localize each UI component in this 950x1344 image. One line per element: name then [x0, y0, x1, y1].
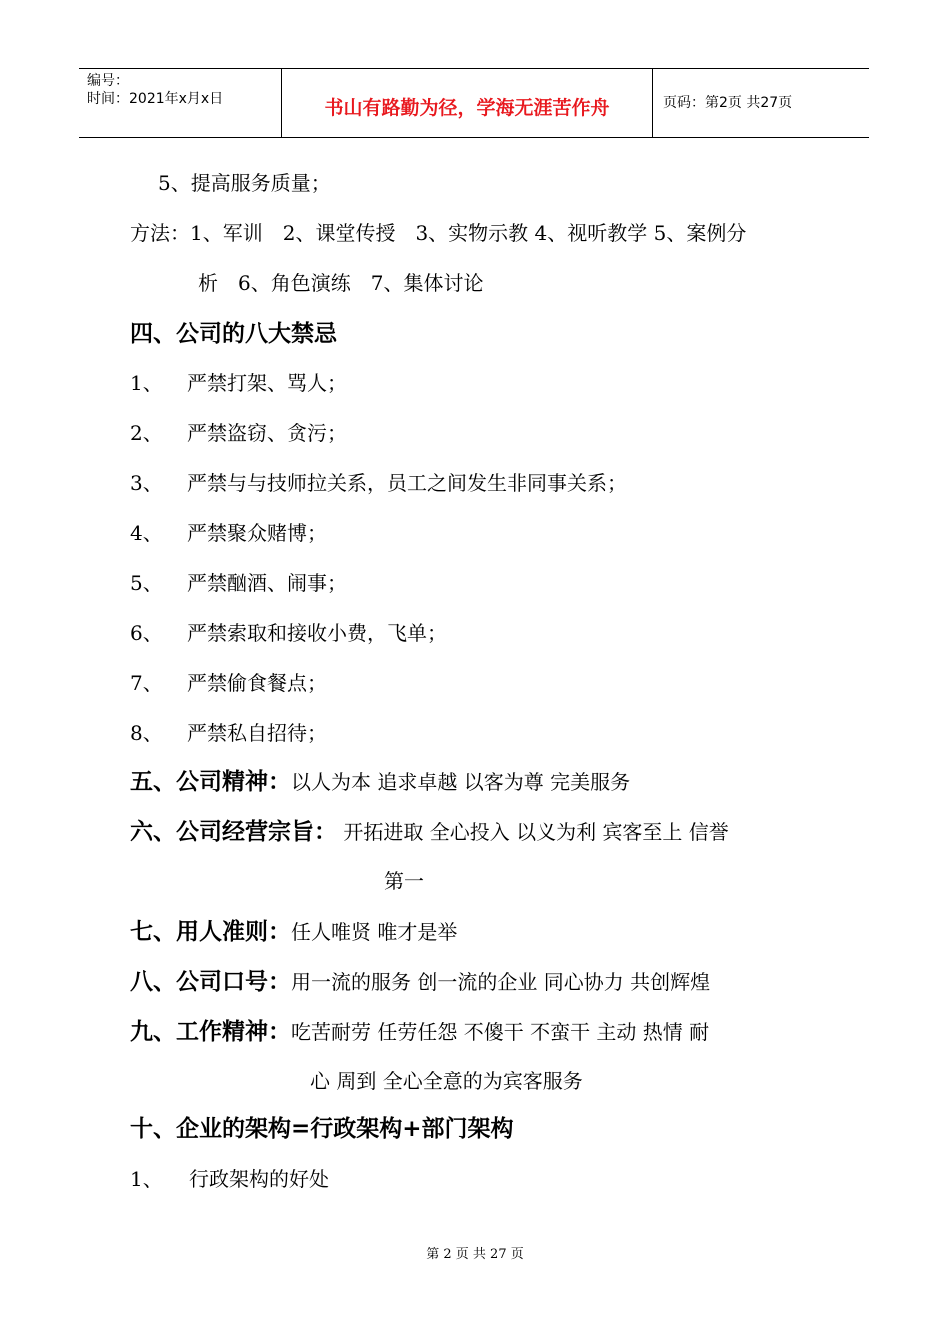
taboo-number: 1、	[130, 371, 163, 395]
section-9-continuation: 心 周到 全心全意的为宾客服务	[310, 1069, 583, 1093]
section-9-text: 吃苦耐劳 任劳任怨 不傻干 不蛮干 主动 热情 耐	[291, 1020, 710, 1044]
section-8-text: 用一流的服务 创一流的企业 同心协力 共创辉煌	[291, 970, 711, 994]
header-page-info: 页码：第2页 共27页	[663, 95, 793, 111]
page-footer: 第 2 页 共 27 页	[426, 1247, 524, 1262]
header-left-cell	[79, 69, 282, 137]
section-4-heading: 四、公司的八大禁忌	[130, 321, 337, 347]
section-10-heading: 十、企业的架构=行政架构+部门架构	[130, 1116, 514, 1142]
training-content-item-5: 5、提高服务质量；	[158, 171, 331, 195]
taboo-number: 6、	[130, 621, 163, 645]
taboo-text: 严禁偷食餐点；	[187, 671, 327, 695]
section-9-title: 九、工作精神：	[130, 1019, 291, 1045]
header-right-cell	[653, 69, 869, 137]
section-7-title: 七、用人准则：	[130, 919, 291, 945]
taboo-text: 严禁索取和接收小费，飞单；	[187, 621, 447, 645]
methods-line-2: 析 6、角色演练 7、集体讨论	[198, 271, 484, 295]
header-middle-cell	[282, 69, 653, 137]
section-6-text: 开拓进取 全心投入 以义为利 宾客至上 信誉	[337, 820, 729, 844]
section-7-heading	[130, 918, 457, 946]
document-time-label: 时间：2021年x月x日	[87, 91, 224, 107]
subsection-number: 1、	[130, 1167, 163, 1191]
section-6-title: 六、公司经营宗旨：	[130, 819, 337, 845]
page-header	[79, 68, 869, 138]
taboo-number: 2、	[130, 421, 163, 445]
taboo-text: 严禁聚众赌博；	[187, 521, 327, 545]
section-6-continuation: 第一	[384, 869, 424, 893]
section-8-title: 八、公司口号：	[130, 969, 291, 995]
document-number-label: 编号：	[87, 73, 129, 89]
taboo-number: 4、	[130, 521, 163, 545]
taboo-text: 严禁打架、骂人；	[187, 371, 347, 395]
section-7-text: 任人唯贤 唯才是举	[291, 920, 458, 944]
taboo-text: 严禁盗窃、贪污；	[187, 421, 347, 445]
taboo-number: 8、	[130, 721, 163, 745]
header-motto: 书山有路勤为径，学海无涯苦作舟	[324, 97, 610, 119]
taboo-text: 严禁酗酒、闹事；	[187, 571, 347, 595]
taboo-number: 7、	[130, 671, 163, 695]
section-5-text: 以人为本 追求卓越 以客为尊 完美服务	[291, 770, 631, 794]
section-8-heading	[130, 968, 710, 996]
taboo-text: 严禁与与技师拉关系，员工之间发生非同事关系；	[187, 471, 627, 495]
section-5-title: 五、公司精神：	[130, 769, 291, 795]
section-5-heading	[130, 768, 630, 796]
taboo-number: 3、	[130, 471, 163, 495]
subsection-text: 行政架构的好处	[189, 1167, 329, 1191]
taboo-number: 5、	[130, 571, 163, 595]
taboo-text: 严禁私自招待；	[187, 721, 327, 745]
section-6-heading	[130, 818, 729, 846]
section-9-heading	[130, 1018, 709, 1046]
methods-line-1: 方法：1、军训 2、课堂传授 3、实物示教 4、视听教学 5、案例分	[130, 221, 747, 245]
